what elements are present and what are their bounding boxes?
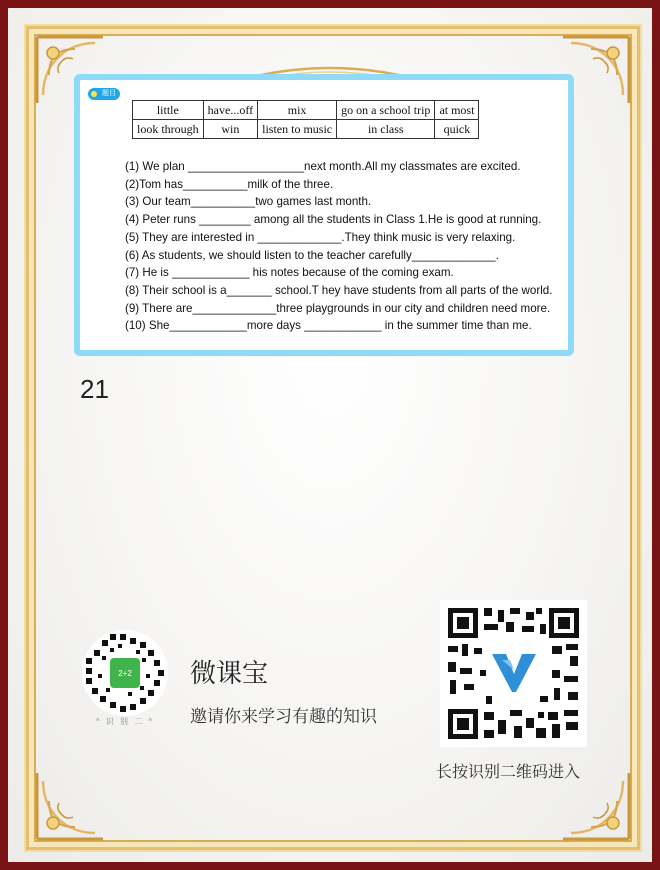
question-item: (4) Peter runs ________ among all the students in Class 1.He is good at running. xyxy=(125,213,542,227)
word-bank-cell: in class xyxy=(337,120,435,139)
question-item: (8) Their school is a_______ school.T hey have students from all parts of the world. xyxy=(125,283,553,297)
qr-pattern-icon xyxy=(440,600,587,747)
word-bank-cell: win xyxy=(203,120,257,139)
qr-pattern-icon xyxy=(82,630,168,716)
mini-program-qr-code[interactable] xyxy=(82,630,168,716)
question-item: (10) She____________more days ____________ in the summer time than me. xyxy=(125,319,532,333)
word-bank-cell: mix xyxy=(258,101,337,120)
page-number: 21 xyxy=(80,374,109,404)
question-item: (5) They are interested in _____________.They think music is very relaxing. xyxy=(125,230,516,244)
question-badge: 题目 xyxy=(88,88,120,100)
question-item: (6) As students, we should listen to the teacher carefully_____________. xyxy=(125,248,499,262)
word-bank-cell: at most xyxy=(435,101,479,120)
word-bank-cell: listen to music xyxy=(258,120,337,139)
word-bank-cell: quick xyxy=(435,120,479,139)
qr-code-caption: 长按识别二维码进入 xyxy=(436,764,581,781)
word-bank-cell: have...off xyxy=(203,101,257,120)
exercise-card xyxy=(74,74,574,356)
brand-slogan: 邀请你来学习有趣的知识 xyxy=(190,707,377,726)
word-bank-row xyxy=(133,120,479,139)
question-item: (3) Our team__________two games last month. xyxy=(125,195,372,209)
word-bank-cell: go on a school trip xyxy=(337,101,435,120)
question-list xyxy=(125,158,552,335)
word-bank-cell: little xyxy=(133,101,204,120)
question-item: (2)Tom has__________milk of the three. xyxy=(125,177,334,191)
question-item: (7) He is ____________ his notes because of the coming exam. xyxy=(125,266,454,280)
word-bank-table xyxy=(132,100,479,139)
mini-program-caption: ^ 识 别 二 ^ xyxy=(95,717,155,726)
corner-ornament-icon xyxy=(35,771,105,841)
word-bank-row xyxy=(133,101,479,120)
question-item: (1) We plan __________________next month.All my classmates are excited. xyxy=(125,160,521,173)
qr-code[interactable] xyxy=(440,600,587,747)
brand-name: 微课宝 xyxy=(190,658,269,688)
question-item: (9) There are_____________three playgrounds in our city and children need more. xyxy=(125,301,551,315)
word-bank-cell: look through xyxy=(133,120,204,139)
svg-text:2+2: 2+2 xyxy=(118,669,132,678)
